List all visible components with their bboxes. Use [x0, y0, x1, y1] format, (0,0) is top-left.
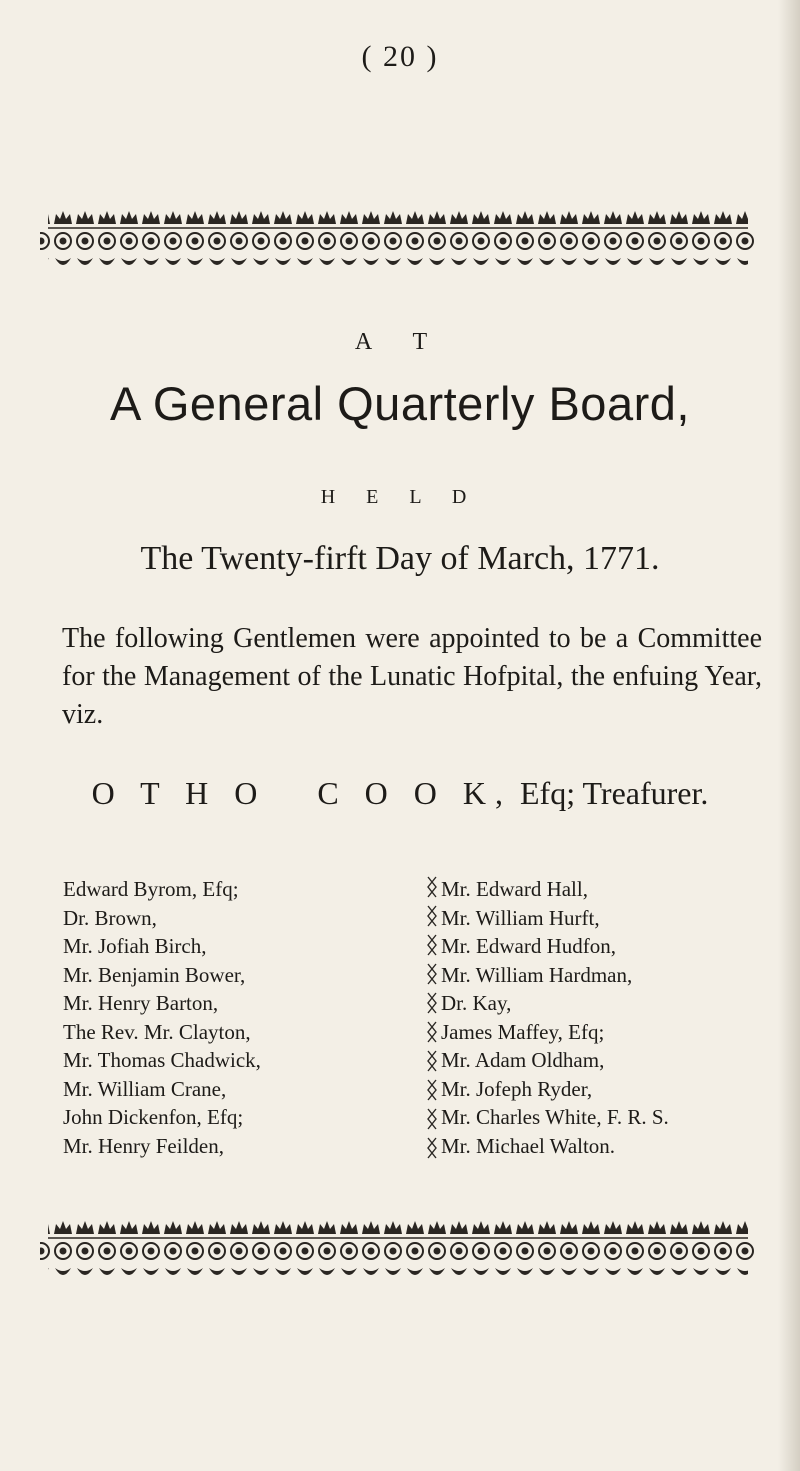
member-name: Mr. Jofiah Birch,: [63, 934, 207, 958]
held-heading: H E L D: [320, 486, 480, 508]
member-name: The Rev. Mr. Clayton,: [63, 1019, 251, 1044]
member-name: Mr. Henry Feilden,: [63, 1133, 224, 1158]
intro-paragraph: The following Gentlemen were appointed to be a Committee for the Management of the Lunatic Hofpital, the enfuing Year, viz.: [62, 623, 762, 730]
member-name: Mr. Benjamin Bower,: [63, 962, 246, 987]
committee-right-column: [441, 875, 669, 1160]
member-name: Edward Byrom, Efq;: [63, 877, 239, 901]
member-name: James Maffey, Efq;: [441, 1019, 605, 1044]
member-name: Mr. Edward Hudfon,: [441, 934, 616, 958]
treasurer-line: [0, 775, 800, 812]
page-number: ( 20 ): [361, 40, 439, 73]
committee-left-column: [63, 875, 261, 1160]
board-title: A General Quarterly Board,: [110, 377, 690, 430]
member-name: Mr. Henry Barton,: [63, 991, 219, 1015]
top-ornament-border: [0, 208, 800, 278]
member-name: Dr. Brown,: [63, 905, 157, 930]
member-name: Mr. Edward Hall,: [441, 877, 588, 901]
member-name: Mr. Charles White, F. R. S.: [441, 1105, 669, 1129]
member-name: Mr. Adam Oldham,: [441, 1048, 605, 1072]
member-name: Mr. William Crane,: [63, 1076, 227, 1101]
date-line: The Twenty-firft Day of March, 1771.: [140, 540, 660, 577]
treasurer-title: Efq; Treafurer.: [519, 775, 709, 811]
member-name: Mr. William Hardman,: [441, 962, 633, 987]
member-name: Mr. Jofeph Ryder,: [441, 1076, 593, 1101]
member-name: Mr. William Hurft,: [441, 905, 600, 930]
member-name: Mr. Thomas Chadwick,: [63, 1048, 261, 1072]
member-name: Mr. Michael Walton.: [441, 1133, 616, 1158]
treasurer-name: O T H O C O O K,: [91, 775, 512, 811]
bottom-ornament-border: [0, 1218, 800, 1288]
at-heading: A T: [354, 329, 446, 355]
column-divider-ornament: [426, 875, 438, 1175]
member-name: John Dickenfon, Efq;: [63, 1105, 244, 1129]
member-name: Dr. Kay,: [441, 991, 512, 1015]
